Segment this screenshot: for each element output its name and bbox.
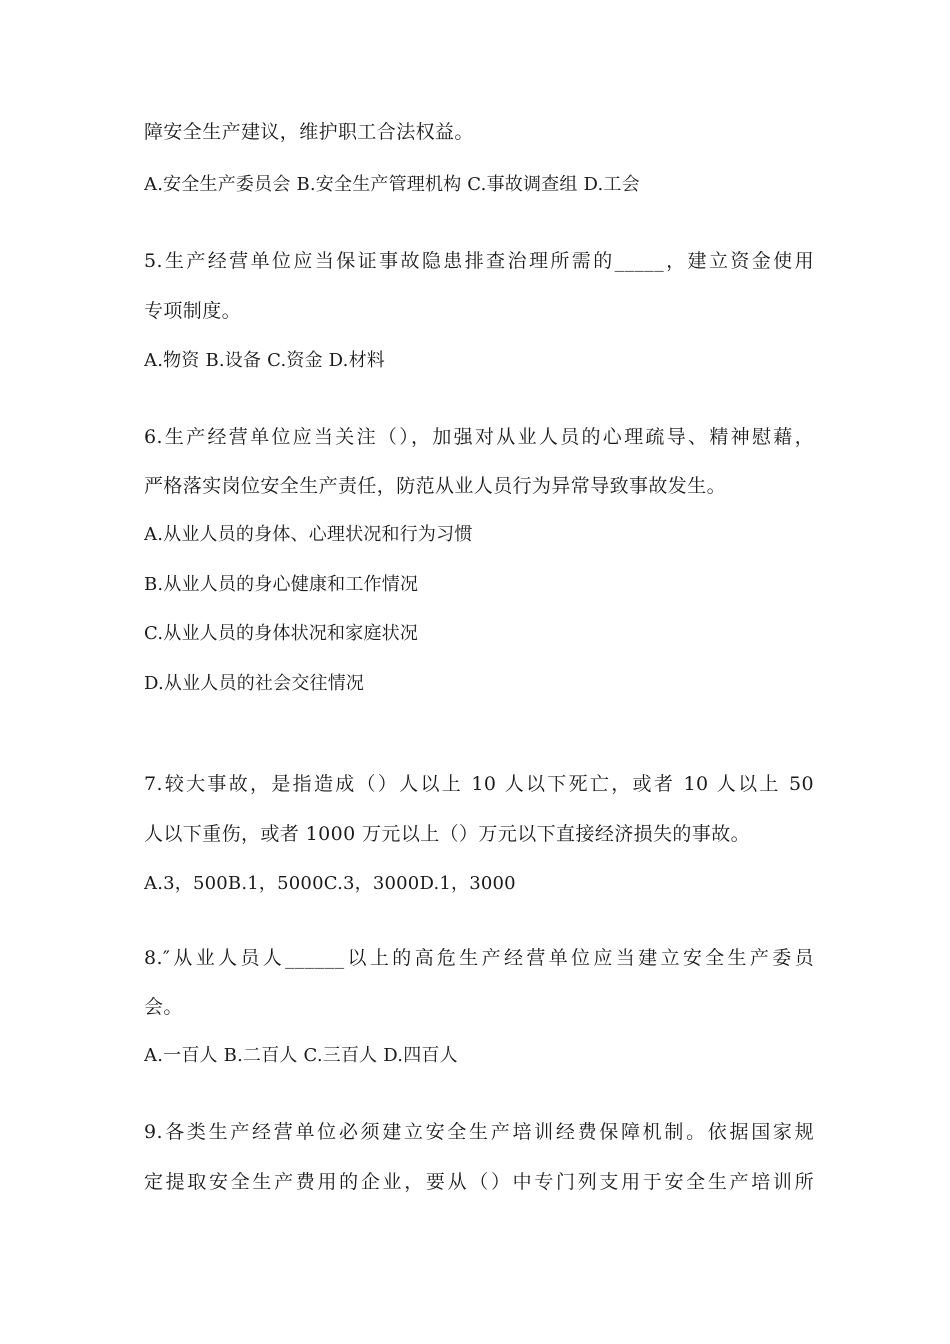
q6-option-a: A.从业人员的身体、心理状况和行为习惯 [144, 524, 473, 545]
q9-text-line-2: 定提取安全生产费用的企业，要从（）中专门列支用于安全生产培训所 [144, 1171, 814, 1193]
q8-text-line-1: 8.″从业人员人______以上的高危生产经营单位应当建立安全生产委员 [144, 947, 814, 969]
q6-option-b: B.从业人员的身心健康和工作情况 [144, 574, 419, 595]
q5-text-line-2: 专项制度。 [144, 300, 242, 322]
q5-options: A.物资 B.设备 C.资金 D.材料 [144, 350, 385, 371]
q8-options: A.一百人 B.二百人 C.三百人 D.四百人 [144, 1045, 458, 1066]
q5-text-line-1: 5.生产经营单位应当保证事故隐患排查治理所需的_____，建立资金使用 [144, 250, 814, 272]
q6-text-line-1: 6.生产经营单位应当关注（），加强对从业人员的心理疏导、精神慰藉， [144, 426, 814, 448]
q6-option-d: D.从业人员的社会交往情况 [144, 673, 365, 694]
q6-text-line-2: 严格落实岗位安全生产责任，防范从业人员行为异常导致事故发生。 [144, 475, 727, 497]
q7-options: A.3，500B.1，5000C.3，3000D.1，3000 [144, 873, 516, 894]
q7-text-line-1: 7.较大事故，是指造成（）人以上 10 人以下死亡，或者 10 人以上 50 [144, 773, 814, 795]
q7-text-line-2: 人以下重伤，或者 1000 万元以上（）万元以下直接经济损失的事故。 [144, 823, 751, 845]
q9-text-line-1: 9.各类生产经营单位必须建立安全生产培训经费保障机制。依据国家规 [144, 1121, 814, 1143]
q6-option-c: C.从业人员的身体状况和家庭状况 [144, 623, 419, 644]
q4-text-line: 障安全生产建议，维护职工合法权益。 [144, 121, 474, 143]
q4-options: A.安全生产委员会 B.安全生产管理机构 C.事故调查组 D.工会 [144, 174, 640, 195]
q8-text-line-2: 会。 [144, 996, 183, 1018]
